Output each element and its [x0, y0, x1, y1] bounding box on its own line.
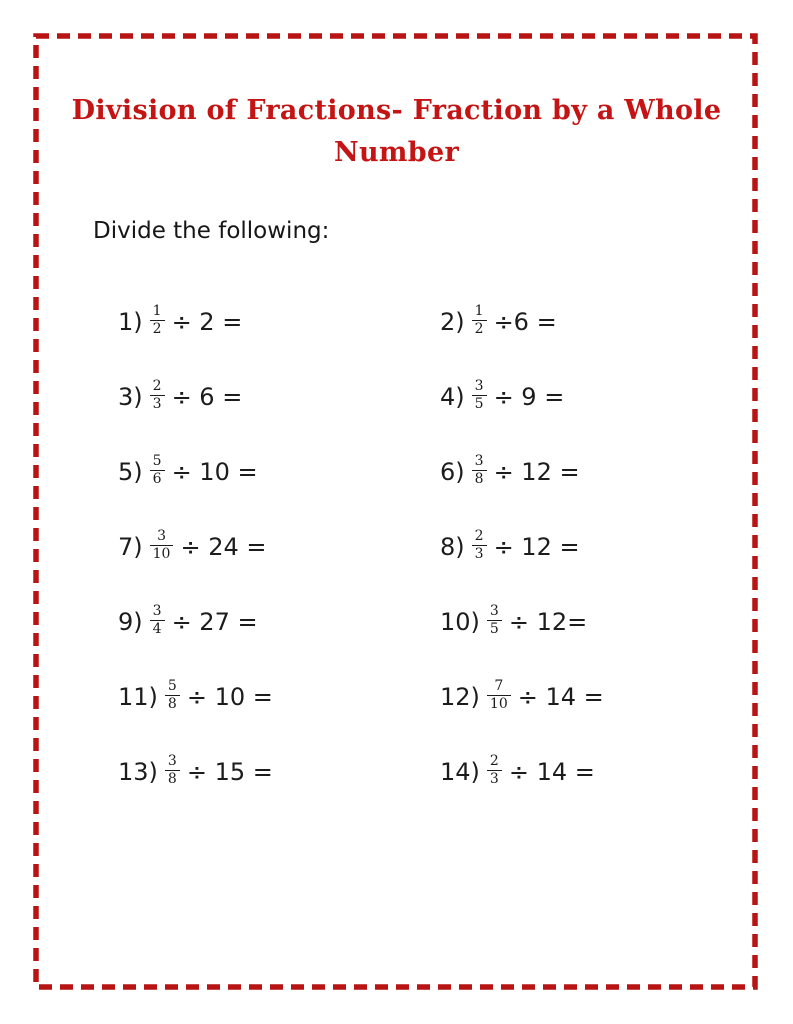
problem-8 [440, 530, 762, 562]
fraction [150, 454, 165, 486]
problem-10 [440, 605, 762, 637]
fraction [487, 604, 502, 636]
problem-12 [440, 680, 762, 712]
division-expression: ÷6 = [493, 307, 557, 336]
fraction [150, 379, 165, 411]
fraction-numerator: 5 [165, 679, 180, 696]
problem-number: 2) [440, 307, 465, 336]
title-line-1: Division of Fractions- Fraction by a Whole [71, 95, 722, 126]
fraction [150, 604, 165, 636]
division-expression: ÷ 14 = [517, 682, 604, 711]
division-expression: ÷ 9 = [493, 382, 565, 411]
division-expression: ÷ 10 = [171, 457, 258, 486]
worksheet-title [0, 90, 793, 174]
problem-number: 3) [118, 382, 143, 411]
fraction-numerator: 1 [150, 304, 165, 321]
fraction-denominator: 5 [474, 396, 484, 412]
fraction-denominator: 8 [167, 696, 177, 712]
fraction-numerator: 3 [150, 604, 165, 621]
title-line-2: Number [334, 137, 459, 168]
fraction-numerator: 1 [472, 304, 487, 321]
fraction-numerator: 5 [150, 454, 165, 471]
problem-number: 4) [440, 382, 465, 411]
problem-7 [118, 530, 440, 562]
division-expression: ÷ 15 = [186, 757, 273, 786]
problem-number: 8) [440, 532, 465, 561]
fraction-numerator: 2 [150, 379, 165, 396]
problem-number: 11) [118, 682, 158, 711]
fraction-denominator: 10 [152, 546, 171, 562]
fraction-denominator: 5 [489, 621, 499, 637]
problem-1 [118, 305, 440, 337]
problem-number: 7) [118, 532, 143, 561]
fraction-denominator: 2 [152, 321, 162, 337]
fraction-denominator: 6 [152, 471, 162, 487]
division-expression: ÷ 27 = [171, 607, 258, 636]
problem-9 [118, 605, 440, 637]
fraction [165, 754, 180, 786]
fraction-denominator: 3 [152, 396, 162, 412]
instruction-text: Divide the following: [93, 218, 330, 244]
fraction-numerator: 3 [150, 529, 174, 546]
fraction-numerator: 3 [472, 454, 487, 471]
fraction-numerator: 2 [487, 754, 502, 771]
problem-number: 12) [440, 682, 480, 711]
fraction-denominator: 8 [474, 471, 484, 487]
problem-6 [440, 455, 762, 487]
problem-number: 1) [118, 307, 143, 336]
fraction-numerator: 3 [472, 379, 487, 396]
problem-4 [440, 380, 762, 412]
fraction-denominator: 3 [474, 546, 484, 562]
problem-number: 5) [118, 457, 143, 486]
fraction [487, 754, 502, 786]
problem-3 [118, 380, 440, 412]
fraction-denominator: 10 [489, 696, 508, 712]
fraction-denominator: 8 [167, 771, 177, 787]
fraction-numerator: 3 [165, 754, 180, 771]
problem-5 [118, 455, 440, 487]
fraction-numerator: 2 [472, 529, 487, 546]
problem-2 [440, 305, 762, 337]
problem-number: 13) [118, 757, 158, 786]
division-expression: ÷ 12= [508, 607, 588, 636]
problem-number: 6) [440, 457, 465, 486]
division-expression: ÷ 24 = [180, 532, 267, 561]
problem-number: 10) [440, 607, 480, 636]
division-expression: ÷ 6 = [171, 382, 243, 411]
division-expression: ÷ 2 = [171, 307, 243, 336]
division-expression: ÷ 14 = [508, 757, 595, 786]
fraction [150, 304, 165, 336]
problem-number: 14) [440, 757, 480, 786]
fraction [472, 304, 487, 336]
division-expression: ÷ 12 = [493, 532, 580, 561]
fraction-numerator: 3 [487, 604, 502, 621]
problem-number: 9) [118, 607, 143, 636]
fraction [150, 529, 174, 561]
fraction [472, 529, 487, 561]
fraction [487, 679, 511, 711]
problem-13 [118, 755, 440, 787]
division-expression: ÷ 12 = [493, 457, 580, 486]
fraction-denominator: 3 [489, 771, 499, 787]
fraction-denominator: 4 [152, 621, 162, 637]
division-expression: ÷ 10 = [186, 682, 273, 711]
problem-14 [440, 755, 762, 787]
problem-11 [118, 680, 440, 712]
fraction-numerator: 7 [487, 679, 511, 696]
problem-list [118, 284, 793, 809]
fraction-denominator: 2 [474, 321, 484, 337]
fraction [165, 679, 180, 711]
fraction [472, 379, 487, 411]
fraction [472, 454, 487, 486]
